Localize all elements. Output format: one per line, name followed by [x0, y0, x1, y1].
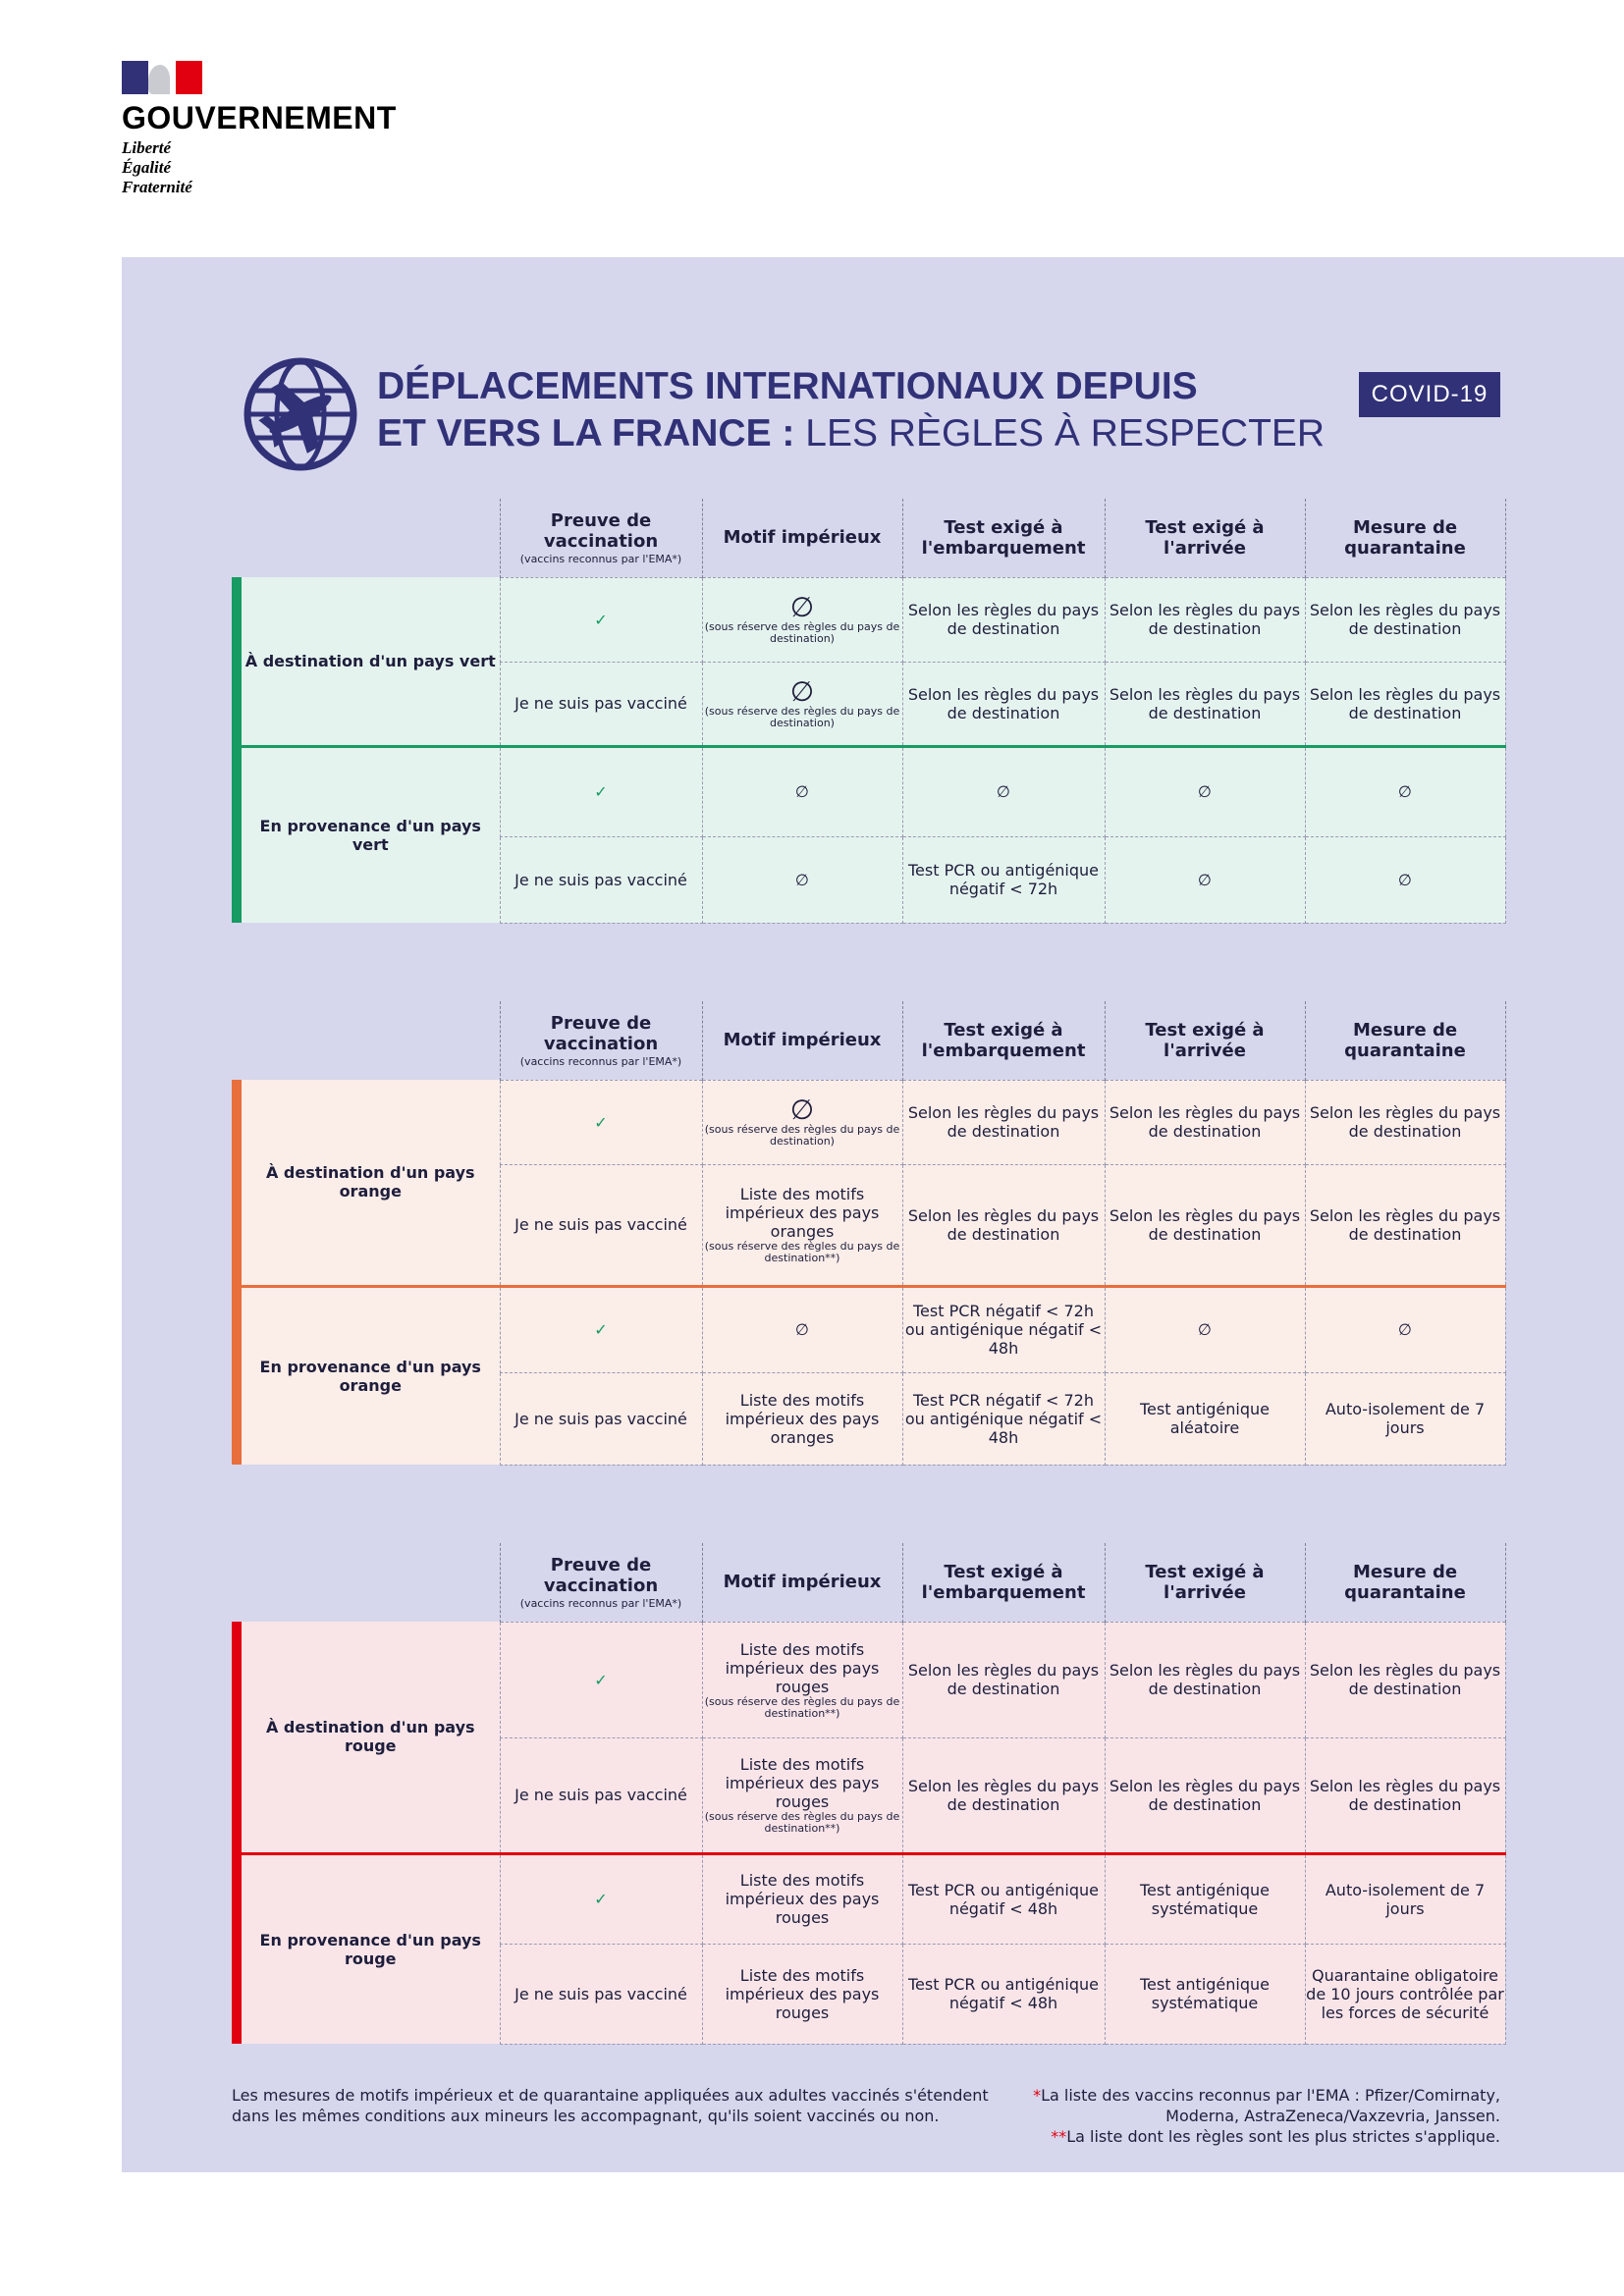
government-name: GOUVERNEMENT — [122, 100, 397, 135]
check-icon: ✓ — [500, 746, 702, 836]
motif-cell: Liste des motifs impérieux des pays rouges (sous réserve des règles du pays de destination**) — [702, 1622, 902, 1737]
check-icon: ✓ — [500, 1080, 702, 1164]
empty-set-icon: ∅ — [789, 674, 815, 708]
orange-countries-table: Preuve de vaccination (vaccins reconnus par l'EMA*) Motif impérieux Test exigé à l'embarquement Test exigé à l'arrivée Mesure de quarantaine À destination d'un pays orange ✓ ∅ (sous réserve des règles du pays de destination) Selon les règles du pays de destination Selon les règles du pays de destination Selon les règles du pays de destination Je ne suis pas vacciné Liste des motifs impérieux des pays oranges (sous réserve des règles du pays de destination**) Selon les règles du pays de destination Selon les règles du pays de destination Selon les règles du pays de destination En provenance d'un pays orange ✓ ∅ Test PCR négatif < 72h ou antigénique négatif < 48h ∅ ∅ Je ne suis pas vacciné Liste des motifs impérieux des pays oranges Test PCR négatif < 72h ou antigénique négatif < 48h Test antigénique aléatoire Auto-isolement de 7 jours — [232, 1001, 1506, 1466]
green-dest-label: À destination d'un pays vert — [237, 577, 500, 746]
marianne-flag-icon — [122, 61, 202, 94]
header-proof: Preuve de vaccination (vaccins reconnus par l'EMA*) — [500, 1001, 702, 1080]
motif-cell: Liste des motifs impérieux des pays rouges (sous réserve des règles du pays de destination**) — [702, 1737, 902, 1853]
globe-plane-icon — [244, 357, 357, 471]
motif-cell: Liste des motifs impérieux des pays oranges (sous réserve des règles du pays de destination**) — [702, 1164, 902, 1286]
not-vaccinated-cell: Je ne suis pas vacciné — [500, 1737, 702, 1853]
header-test-board: Test exigé à l'embarquement — [902, 499, 1105, 577]
check-icon: ✓ — [500, 577, 702, 662]
check-icon: ✓ — [500, 1622, 702, 1737]
header-quarantine: Mesure de quarantaine — [1305, 1001, 1505, 1080]
empty-set-icon: ∅ — [702, 746, 902, 836]
orange-from-label: En provenance d'un pays orange — [237, 1286, 500, 1465]
empty-set-icon: ∅ — [1105, 1286, 1305, 1372]
empty-set-icon: ∅ — [1305, 836, 1505, 923]
check-icon: ✓ — [500, 1286, 702, 1372]
motto: Liberté Égalité Fraternité — [122, 138, 192, 196]
empty-set-icon: ∅ — [789, 591, 815, 623]
header-motif: Motif impérieux — [702, 1001, 902, 1080]
header-quarantine: Mesure de quarantaine — [1305, 499, 1505, 577]
empty-set-icon: ∅ — [789, 1094, 815, 1126]
not-vaccinated-cell: Je ne suis pas vacciné — [500, 1944, 702, 2044]
red-countries-table: Preuve de vaccination (vaccins reconnus par l'EMA*) Motif impérieux Test exigé à l'embarquement Test exigé à l'arrivée Mesure de quarantaine À destination d'un pays rouge ✓ Liste des motifs impérieux des pays rouges (sous réserve des règles du pays de destination**) Selon les règles du pays de destination Selon les règles du pays de destination Selon les règles du pays de destination Je ne suis pas vacciné Liste des motifs impérieux des pays rouges (sous réserve des règles du pays de destination**) Selon les règles du pays de destination Selon les règles du pays de destination Selon les règles du pays de destination En provenance d'un pays rouge ✓ Liste des motifs impérieux des pays rouges Test PCR ou antigénique négatif < 48h Test antigénique systématique Auto-isolement de 7 jours Je ne suis pas vacciné Liste des motifs impérieux des pays rouges Test PCR ou antigénique négatif < 48h Test antigénique systématique Quarantaine obligatoire de 10 jours contrôlée par les forces de sécurité — [232, 1543, 1506, 2045]
orange-dest-label: À destination d'un pays orange — [237, 1080, 500, 1286]
red-from-label: En provenance d'un pays rouge — [237, 1853, 500, 2044]
footer-notes — [1021, 2085, 1500, 2147]
covid-badge: COVID-19 — [1359, 372, 1500, 417]
footnote-vaccines: *La liste des vaccins reconnus par l'EMA : Pfizer/Comirnaty, Moderna, AstraZeneca/Vaxzevria, Janssen. — [1033, 2086, 1500, 2125]
empty-set-icon: ∅ — [702, 1286, 902, 1372]
green-from-label: En provenance d'un pays vert — [237, 746, 500, 923]
motif-cell: ∅ (sous réserve des règles du pays de destination) — [702, 577, 902, 662]
header-test-arrival: Test exigé à l'arrivée — [1105, 499, 1305, 577]
motif-cell: ∅ (sous réserve des règles du pays de destination) — [702, 1080, 902, 1164]
government-logo — [122, 61, 397, 197]
not-vaccinated-cell: Je ne suis pas vacciné — [500, 1164, 702, 1286]
motif-cell: ∅ (sous réserve des règles du pays de destination) — [702, 662, 902, 746]
empty-set-icon: ∅ — [902, 746, 1105, 836]
footnote-strictest: **La liste dont les règles sont les plus strictes s'applique. — [1051, 2127, 1500, 2146]
empty-set-icon: ∅ — [1105, 746, 1305, 836]
header-test-arrival: Test exigé à l'arrivée — [1105, 1001, 1305, 1080]
empty-set-icon: ∅ — [1305, 1286, 1505, 1372]
header-motif: Motif impérieux — [702, 499, 902, 577]
header-quarantine: Mesure de quarantaine — [1305, 1543, 1505, 1622]
empty-set-icon: ∅ — [1305, 746, 1505, 836]
header-proof: Preuve de vaccination (vaccins reconnus par l'EMA*) — [500, 1543, 702, 1622]
empty-set-icon: ∅ — [1105, 836, 1305, 923]
check-icon: ✓ — [500, 1853, 702, 1944]
footer-note-minors: Les mesures de motifs impérieux et de quarantaine appliquées aux adultes vaccinés s'étendent dans les mêmes conditions aux mineurs les accompagnant, qu'ils soient vaccinés ou non. — [232, 2086, 989, 2125]
header-test-arrival: Test exigé à l'arrivée — [1105, 1543, 1305, 1622]
empty-set-icon: ∅ — [702, 836, 902, 923]
not-vaccinated-cell: Je ne suis pas vacciné — [500, 1372, 702, 1465]
header-test-board: Test exigé à l'embarquement — [902, 1001, 1105, 1080]
header-test-board: Test exigé à l'embarquement — [902, 1543, 1105, 1622]
red-dest-label: À destination d'un pays rouge — [237, 1622, 500, 1853]
not-vaccinated-cell: Je ne suis pas vacciné — [500, 662, 702, 746]
page-title: DÉPLACEMENTS INTERNATIONAUX DEPUIS ET VERS LA FRANCE : LES RÈGLES À RESPECTER — [377, 365, 1326, 454]
header-proof: Preuve de vaccination (vaccins reconnus par l'EMA*) — [500, 499, 702, 577]
green-countries-table: Preuve de vaccination (vaccins reconnus par l'EMA*) Motif impérieux Test exigé à l'embarquement Test exigé à l'arrivée Mesure de quarantaine À destination d'un pays vert ✓ ∅ (sous réserve des règles du pays de destination) Selon les règles du pays de destination Selon les règles du pays de destination Selon les règles du pays de destination Je ne suis pas vacciné ∅ (sous réserve des règles du pays de destination) Selon les règles du pays de destination Selon les règles du pays de destination Selon les règles du pays de destination En provenance d'un pays vert ✓ ∅ ∅ ∅ ∅ Je ne suis pas vacciné ∅ Test PCR ou antigénique négatif < 72h ∅ ∅ — [232, 499, 1506, 924]
not-vaccinated-cell: Je ne suis pas vacciné — [500, 836, 702, 923]
header-motif: Motif impérieux — [702, 1543, 902, 1622]
